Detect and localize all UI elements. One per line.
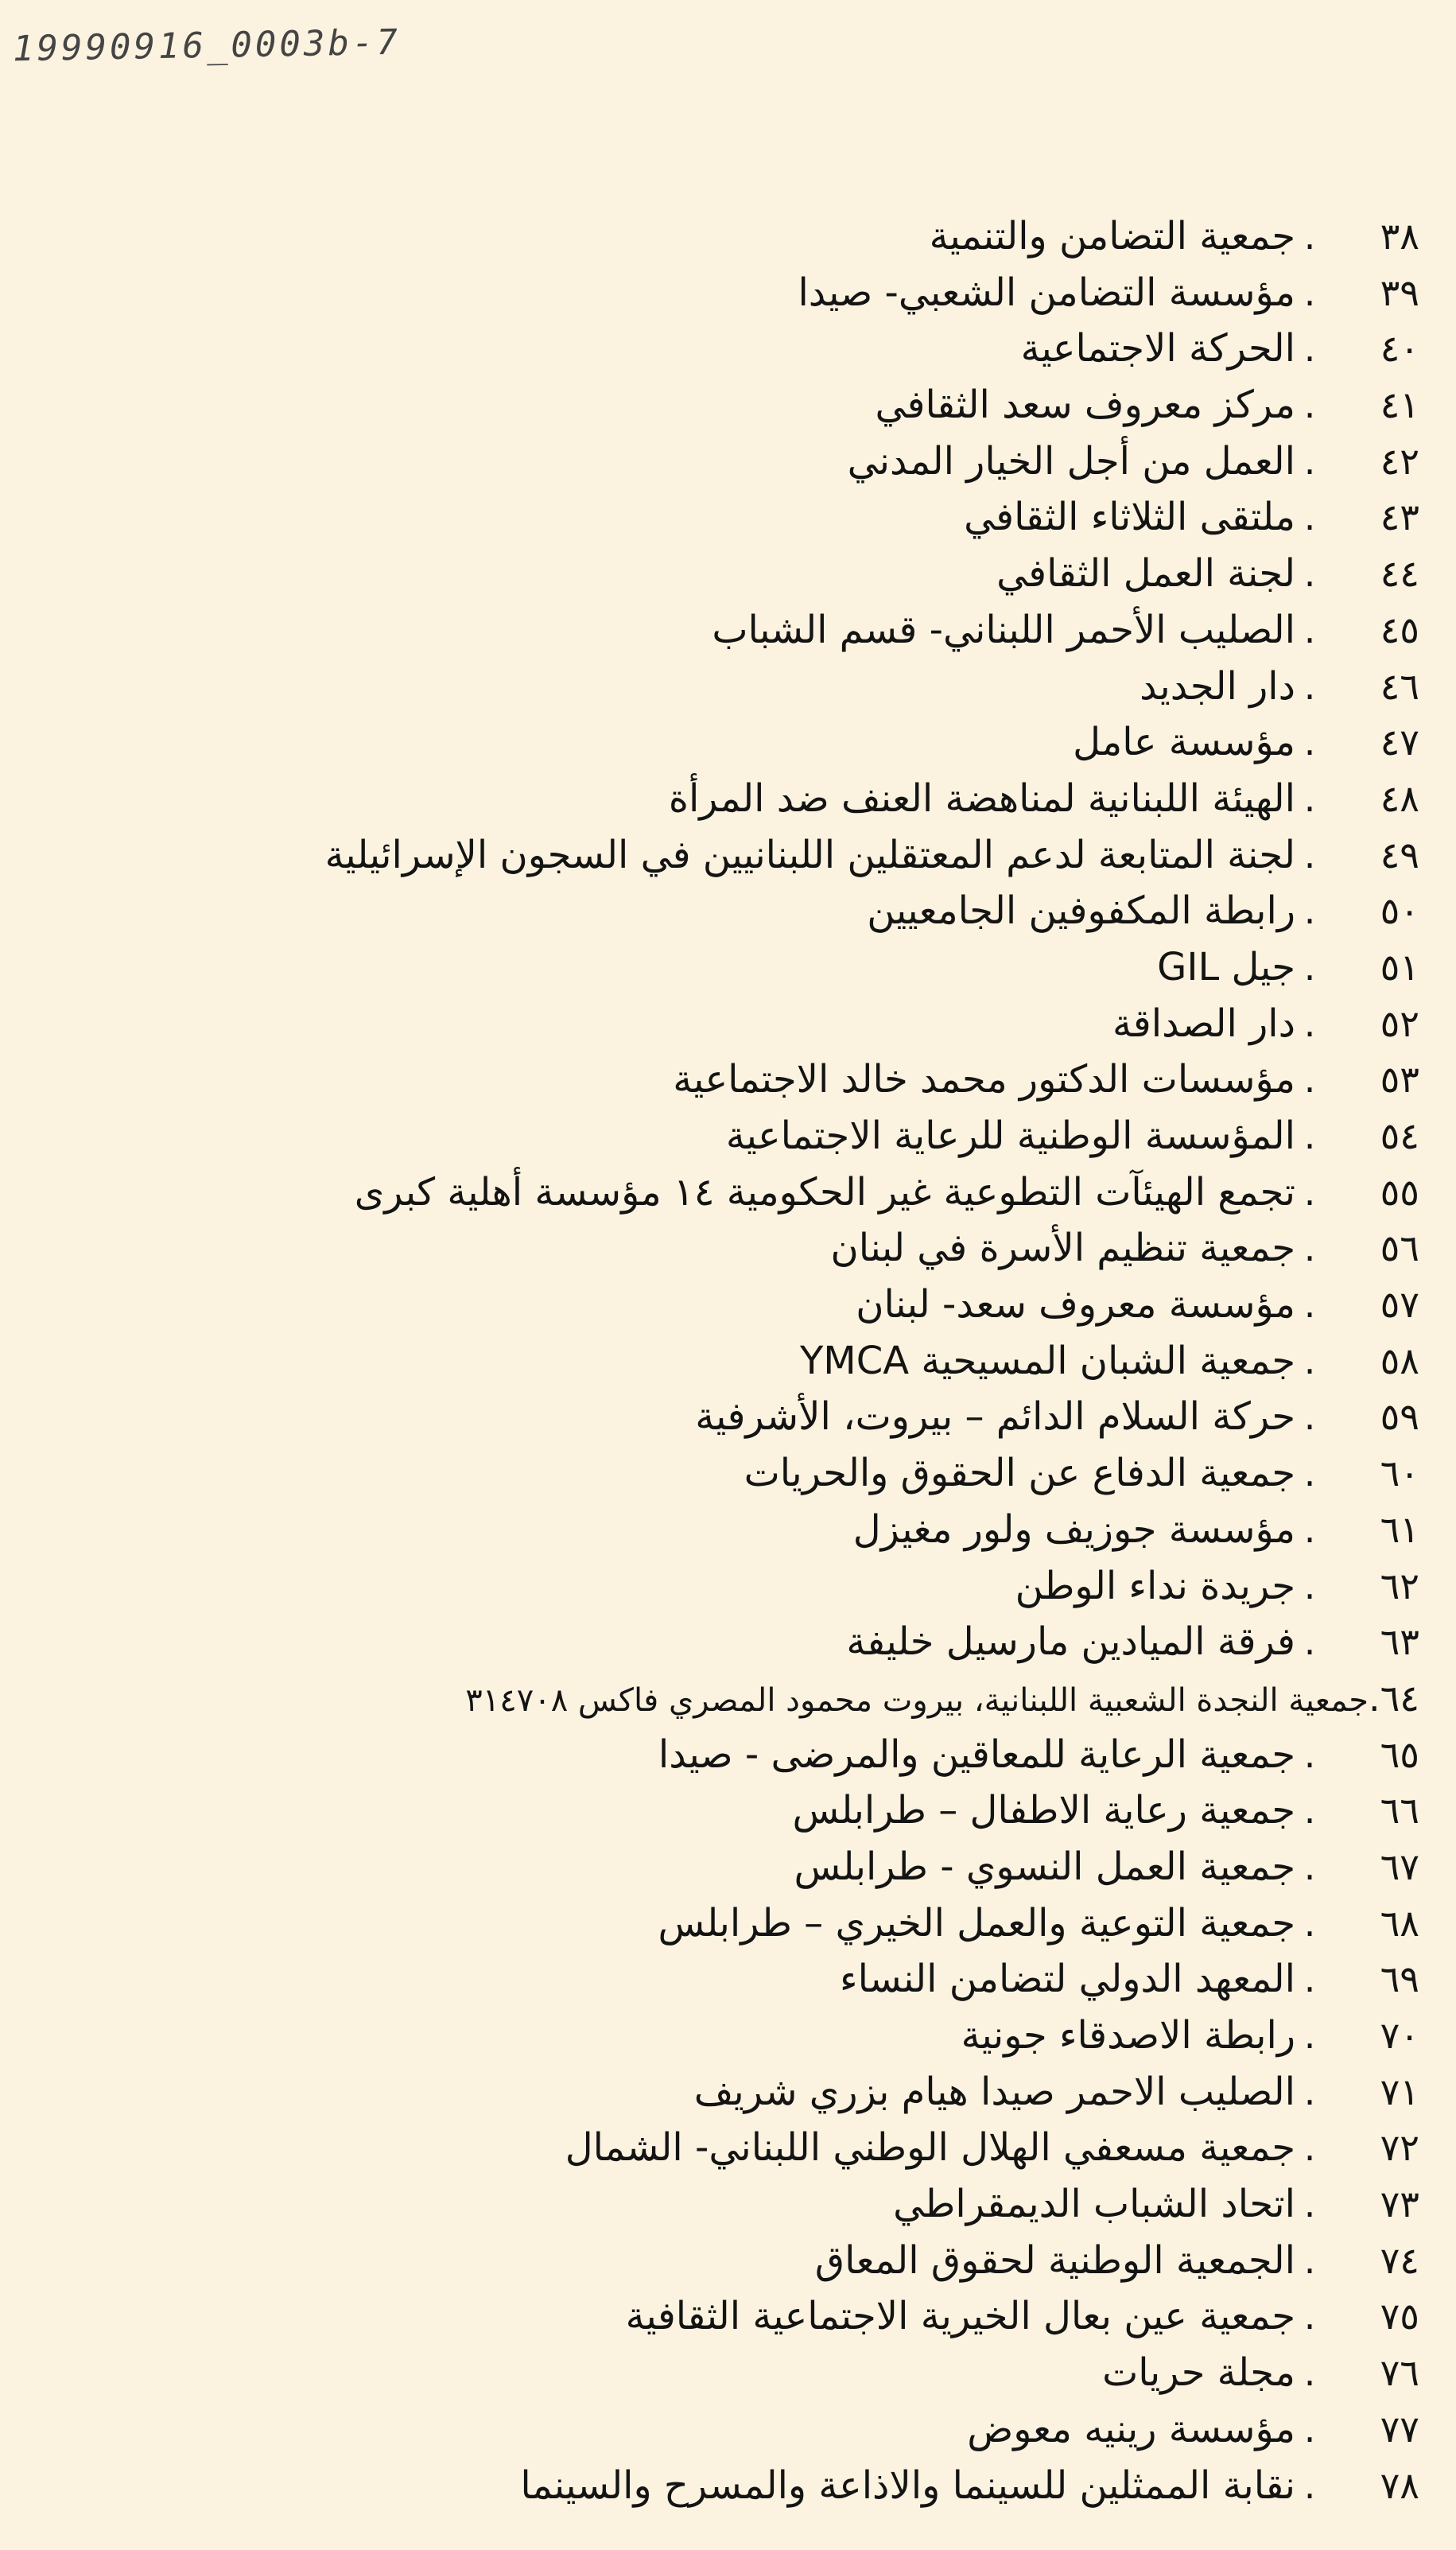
item-number-dot: . [1303, 1395, 1316, 1439]
item-number: ٥٩ [1380, 1395, 1419, 1439]
item-number-dot: . [1368, 1676, 1380, 1720]
item-number: ٦٣ [1380, 1620, 1419, 1664]
item-number-dot: . [1303, 2295, 1316, 2338]
item-number: ٥٦ [1380, 1226, 1419, 1270]
item-number-dot: . [1303, 1957, 1316, 2001]
item-text: العمل من أجل الخيار المدني [847, 438, 1295, 484]
item-number-dot: . [1303, 1114, 1316, 1157]
item-number-dot: . [1303, 327, 1316, 371]
item-number-dot: . [1303, 945, 1316, 989]
item-text: جمعية الشبان المسيحية YMCA [799, 1338, 1295, 1383]
item-text: دار الصداقة [1112, 1001, 1295, 1046]
item-number-dot: . [1303, 1901, 1316, 1945]
item-number-dot: . [1303, 721, 1316, 764]
page-id-stamp: 19990916_0003b-7 [12, 21, 402, 70]
item-text: لجنة العمل الثقافي [996, 551, 1295, 597]
item-number-dot: . [1303, 1507, 1316, 1551]
item-text: مؤسسة جوزيف ولور مغيزل [852, 1506, 1295, 1552]
item-number: ٤٧ [1380, 721, 1419, 764]
item-number-dot: . [1303, 2126, 1316, 2170]
item-number: ٥٠ [1380, 889, 1419, 933]
list-item [36, 2120, 1419, 2176]
item-number-dot: . [1303, 664, 1316, 708]
item-number: ٥٣ [1380, 1058, 1419, 1102]
item-number-dot: . [1303, 383, 1316, 427]
item-number: ٤٩ [1380, 833, 1419, 877]
item-number: ٧٨ [1380, 2463, 1419, 2507]
item-text: مؤسسة عامل [1073, 720, 1295, 765]
item-number: ٧٧ [1380, 2407, 1419, 2451]
item-number: ٦٠ [1380, 1452, 1419, 1495]
list-item [36, 1502, 1419, 1558]
item-number-dot: . [1303, 552, 1316, 596]
list-item [36, 1839, 1419, 1895]
list-item [36, 2233, 1419, 2289]
item-text: دار الجديد [1140, 663, 1295, 709]
list-item [36, 2345, 1419, 2401]
item-text: جمعية التوعية والعمل الخيري – طرابلس [658, 1900, 1295, 1946]
list-item [36, 1333, 1419, 1390]
item-number: ٥٧ [1380, 1283, 1419, 1327]
item-number: ٦٥ [1380, 1732, 1419, 1776]
item-number-dot: . [1303, 1283, 1316, 1327]
item-number-dot: . [1303, 1339, 1316, 1382]
organization-list [36, 208, 1419, 2513]
item-number: ٦٦ [1380, 1789, 1419, 1833]
item-text: لجنة المتابعة لدعم المعتقلين اللبنانيين في السجون الإسرائيلية [324, 832, 1295, 877]
list-item [36, 2176, 1419, 2233]
item-text: تجمع الهيئآت التطوعية غير الحكومية ١٤ مؤسسة أهلية كبرى [354, 1169, 1295, 1215]
list-item [36, 2064, 1419, 2120]
item-number-dot: . [1303, 608, 1316, 651]
item-text: جمعية الرعاية للمعاقين والمرضى - صيدا [658, 1732, 1295, 1777]
item-text: مركز معروف سعد الثقافي [875, 383, 1295, 428]
list-item [36, 1614, 1419, 1670]
item-text: جمعية الدفاع عن الحقوق والحريات [744, 1451, 1295, 1496]
item-number: ٥٥ [1380, 1170, 1419, 1214]
item-number: ٦٩ [1380, 1957, 1419, 2001]
item-text: ملتقى الثلاثاء الثقافي [964, 495, 1295, 540]
item-number-dot: . [1303, 1789, 1316, 1833]
item-text: مؤسسة التضامن الشعبي- صيدا [798, 270, 1295, 315]
item-number-dot: . [1303, 496, 1316, 539]
item-number-dot: . [1303, 2407, 1316, 2451]
list-item [36, 1220, 1419, 1277]
list-item [36, 433, 1419, 490]
item-number: ٣٩ [1380, 270, 1419, 314]
list-item [36, 659, 1419, 715]
item-text: حركة السلام الدائم – بيروت، الأشرفية [695, 1394, 1295, 1440]
item-number-dot: . [1303, 1170, 1316, 1214]
item-text: الحركة الاجتماعية [1020, 326, 1295, 371]
item-text: جمعية النجدة الشعبية اللبنانية، بيروت محمود المصري فاكس ٣١٤٧٠٨ [465, 1681, 1369, 1719]
list-item [36, 1951, 1419, 2008]
item-number-dot: . [1303, 776, 1316, 820]
item-number: ٧٥ [1380, 2295, 1419, 2338]
list-item [36, 265, 1419, 321]
item-text: اتحاد الشباب الديمقراطي [893, 2182, 1295, 2227]
list-item [36, 1108, 1419, 1164]
item-text: الهيئة اللبنانية لمناهضة العنف ضد المرأة [668, 775, 1295, 821]
item-number: ٤٠ [1380, 327, 1419, 371]
item-number: ٥٢ [1380, 1001, 1419, 1045]
item-text: الصليب الاحمر صيدا هيام بزري شريف [693, 2069, 1295, 2114]
item-number: ٤١ [1380, 383, 1419, 427]
item-number: ٧٦ [1380, 2351, 1419, 2395]
list-item [36, 1164, 1419, 1221]
item-text: جمعية مسعفي الهلال الوطني اللبناني- الشمال [565, 2125, 1295, 2171]
list-item [36, 1051, 1419, 1108]
item-text: جمعية رعاية الاطفال – طرابلس [792, 1788, 1295, 1833]
item-number-dot: . [1303, 2463, 1316, 2507]
item-number: ٤٢ [1380, 439, 1419, 483]
item-number: ٤٤ [1380, 552, 1419, 596]
list-item [36, 377, 1419, 433]
list-item [36, 489, 1419, 546]
list-item [36, 714, 1419, 771]
item-number-dot: . [1303, 1452, 1316, 1495]
item-text: جمعية التضامن والتنمية [929, 214, 1295, 258]
list-item [36, 208, 1419, 265]
item-number-dot: . [1303, 2183, 1316, 2226]
item-number-dot: . [1303, 439, 1316, 483]
item-number-dot: . [1303, 1620, 1316, 1664]
list-item [36, 1895, 1419, 1952]
item-number-dot: . [1303, 270, 1316, 314]
item-number: ٧٠ [1380, 2014, 1419, 2057]
list-item [36, 1277, 1419, 1333]
item-number: ٧١ [1380, 2070, 1419, 2113]
item-text: جمعية عين بعال الخيرية الاجتماعية الثقافية [625, 2294, 1295, 2339]
item-number: ٣٨ [1380, 215, 1419, 258]
item-number-dot: . [1303, 1226, 1316, 1270]
item-number: ٤٨ [1380, 776, 1419, 820]
item-text: جمعية العمل النسوي - طرابلس [794, 1844, 1295, 1889]
item-number-dot: . [1303, 833, 1316, 877]
item-text: مؤسسة رينيه معوض [967, 2406, 1295, 2451]
item-number-dot: . [1303, 1058, 1316, 1102]
item-text: جمعية تنظيم الأسرة في لبنان [830, 1226, 1295, 1271]
item-text: مؤسسات الدكتور محمد خالد الاجتماعية [673, 1057, 1295, 1102]
list-item [36, 771, 1419, 827]
list-item [36, 546, 1419, 602]
item-text: مؤسسة معروف سعد- لبنان [856, 1282, 1295, 1327]
list-item [36, 2008, 1419, 2064]
list-item [36, 602, 1419, 659]
item-number-dot: . [1303, 2070, 1316, 2113]
item-number-dot: . [1303, 1001, 1316, 1045]
item-number-dot: . [1303, 215, 1316, 258]
item-number: ٥٤ [1380, 1114, 1419, 1157]
item-number-dot: . [1303, 1732, 1316, 1776]
list-item [36, 1670, 1419, 1727]
item-text: نقابة الممثلين للسينما والاذاعة والمسرح والسينما [520, 2463, 1295, 2508]
list-item [36, 1727, 1419, 1783]
list-item [36, 2458, 1419, 2514]
item-number-dot: . [1303, 2014, 1316, 2057]
item-number: ٧٣ [1380, 2183, 1419, 2226]
list-item [36, 1558, 1419, 1615]
item-number: ٥١ [1380, 945, 1419, 989]
item-number: ٦٨ [1380, 1901, 1419, 1945]
item-number: ٤٦ [1380, 664, 1419, 708]
list-item [36, 996, 1419, 1052]
item-number-dot: . [1303, 889, 1316, 933]
item-number-dot: . [1303, 2238, 1316, 2282]
item-text: الصليب الأحمر اللبناني- قسم الشباب [712, 607, 1295, 652]
list-item [36, 321, 1419, 377]
list-item [36, 2288, 1419, 2345]
item-number: ٦١ [1380, 1507, 1419, 1551]
item-text: فرقة الميادين مارسيل خليفة [846, 1619, 1295, 1665]
item-number: ٦٤ [1380, 1676, 1419, 1720]
item-number: ٥٨ [1380, 1339, 1419, 1382]
item-number-dot: . [1303, 1564, 1316, 1607]
item-text: جريدة نداء الوطن [1015, 1563, 1295, 1608]
list-item [36, 939, 1419, 996]
item-number: ٧٤ [1380, 2238, 1419, 2282]
item-text: جيل GIL [1157, 944, 1295, 989]
item-text: الجمعية الوطنية لحقوق المعاق [814, 2237, 1295, 2283]
list-item [36, 2401, 1419, 2458]
item-number-dot: . [1303, 1844, 1316, 1888]
list-item [36, 1389, 1419, 1445]
item-text: رابطة المكفوفين الجامعيين [867, 888, 1295, 934]
item-number: ٤٥ [1380, 608, 1419, 651]
item-number-dot: . [1303, 2351, 1316, 2395]
item-number: ٦٧ [1380, 1844, 1419, 1888]
item-number: ٧٢ [1380, 2126, 1419, 2170]
list-item [36, 883, 1419, 939]
item-text: المعهد الدولي لتضامن النساء [840, 1957, 1295, 2002]
list-item [36, 1782, 1419, 1839]
list-item [36, 1445, 1419, 1502]
item-number: ٤٣ [1380, 496, 1419, 539]
item-text: المؤسسة الوطنية للرعاية الاجتماعية [725, 1114, 1295, 1158]
item-text: رابطة الاصدقاء جونية [961, 2013, 1295, 2058]
list-item [36, 827, 1419, 884]
item-text: مجلة حريات [1102, 2350, 1295, 2396]
item-number: ٦٢ [1380, 1564, 1419, 1607]
